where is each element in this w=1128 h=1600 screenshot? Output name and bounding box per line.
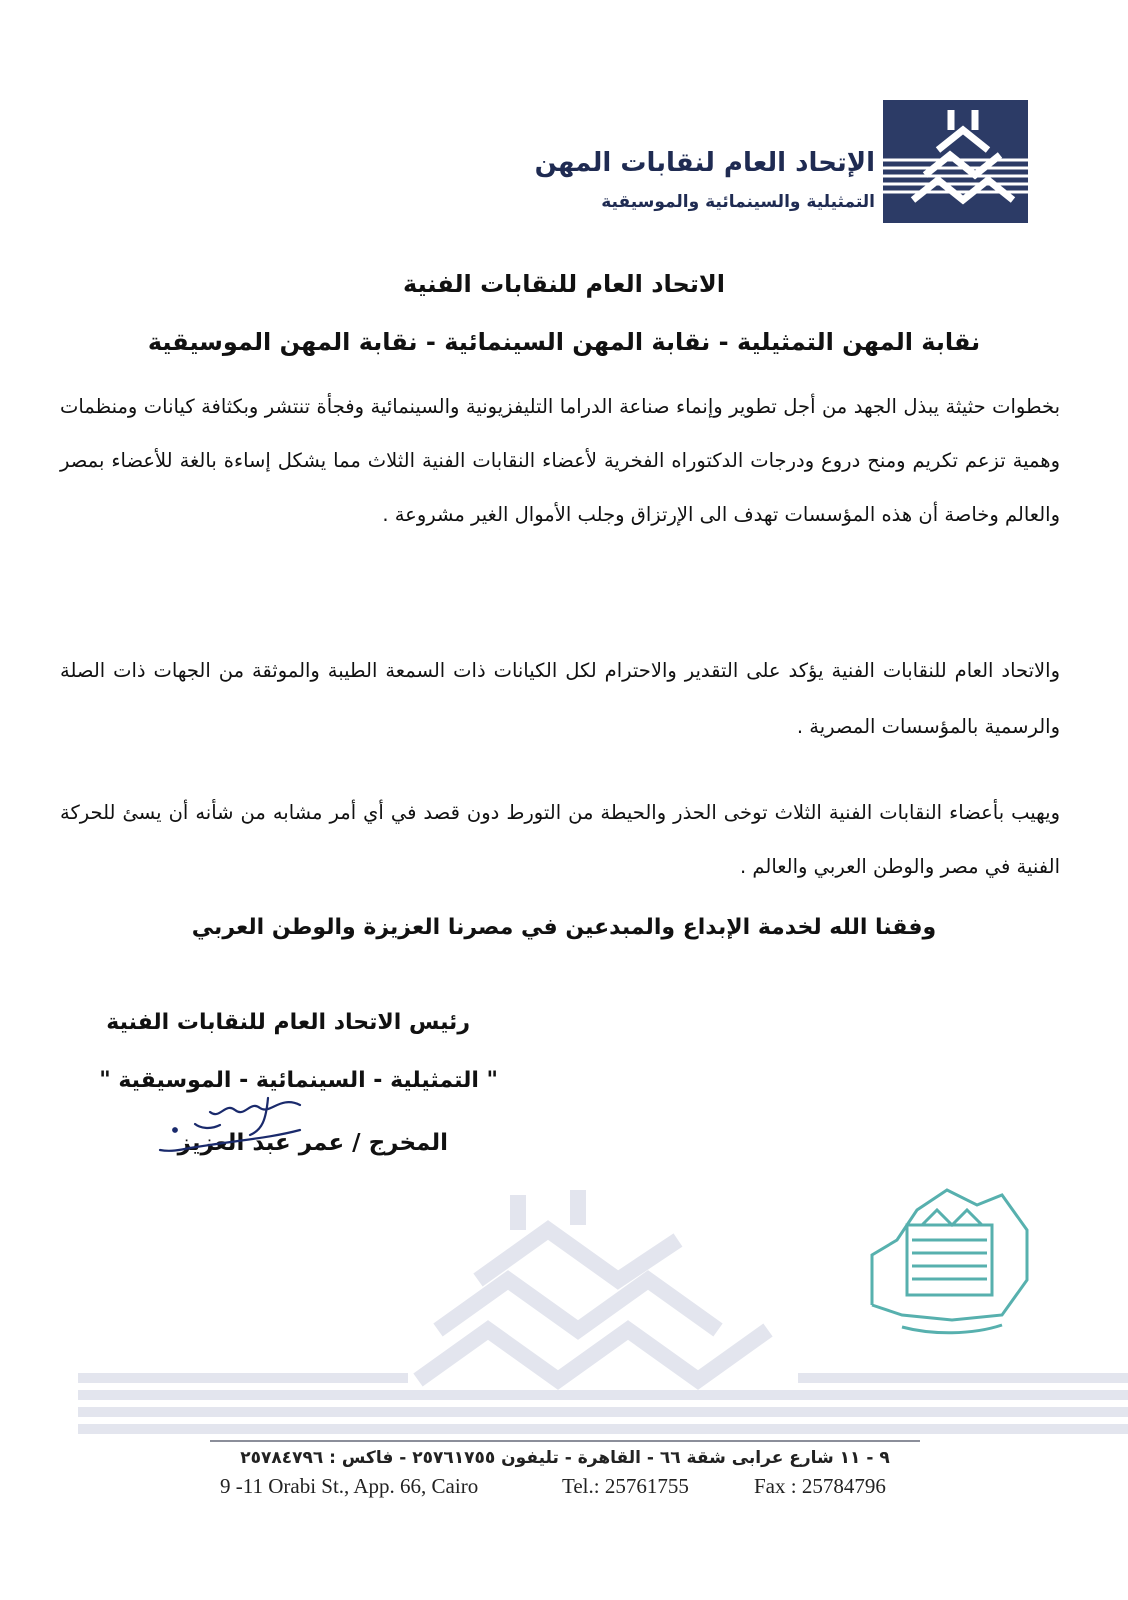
- footer-divider: [210, 1440, 920, 1442]
- letterhead: [534, 100, 1028, 225]
- org-subtitle: التمثيلية والسينمائية والموسيقية: [601, 192, 875, 212]
- signature-name: المخرج / عمر عبد العزيز: [177, 1130, 448, 1156]
- footer-address: 9 -11 Orabi St., App. 66, Cairo: [220, 1474, 479, 1498]
- paragraph-1: بخطوات حثيثة يبذل الجهد من أجل تطوير وإنماء صناعة الدراما التليفزيونية والسينمائية وفجأة تنتشر وبكثافة كيانات ومنظمات وهمية تزعم تكريم ومنح دروع ودرجات الدكتوراه الفخرية لأعضاء النقابات الفنية الثلاث مما يشكل إساءة بالغة للأعضاء بمصر والعالم وخاصة أن هذه المؤسسات تهدف الى الإرتزاق وجلب الأموال الغير مشروعة .: [60, 395, 1060, 526]
- signature-unions: " التمثيلية - السينمائية - الموسيقية ": [99, 1068, 498, 1093]
- official-stamp-icon: [862, 1185, 1037, 1335]
- footer-fax: Fax : 25784796: [754, 1474, 886, 1498]
- unions-line: نقابة المهن التمثيلية - نقابة المهن السينمائية - نقابة المهن الموسيقية: [147, 328, 981, 356]
- org-name: الإتحاد العام لنقابات المهن: [534, 148, 875, 178]
- union-logo-icon: [883, 100, 1028, 223]
- footer-telephone: Tel.: 25761755: [562, 1474, 689, 1498]
- closing-prayer: وفقنا الله لخدمة الإبداع والمبدعين في مصرنا العزيزة والوطن العربي: [191, 915, 937, 940]
- footer-address-arabic: ٩ - ١١ شارع عرابى شقة ٦٦ - القاهرة - تليفون ٢٥٧٦١٧٥٥ - فاكس : ٢٥٧٨٤٧٩٦: [240, 1448, 890, 1468]
- handwritten-signature-icon: [150, 1090, 310, 1160]
- letter-title: الاتحاد العام للنقابات الفنية: [403, 270, 725, 298]
- signature-title: رئيس الاتحاد العام للنقابات الفنية: [106, 1010, 470, 1035]
- paragraph-2: والاتحاد العام للنقابات الفنية يؤكد على التقدير والاحترام لكل الكيانات ذات السمعة الطيبة والموثقة من الجهات ذات الصلة والرسمية بالمؤسسات المصرية .: [60, 659, 1060, 738]
- paragraph-3: ويهيب بأعضاء النقابات الفنية الثلاث توخى الحذر والحيطة من التورط دون قصد في أي أمر مشابه من شأنه أن يسئ للحركة الفنية في مصر والوطن العربي والعالم .: [60, 801, 1060, 878]
